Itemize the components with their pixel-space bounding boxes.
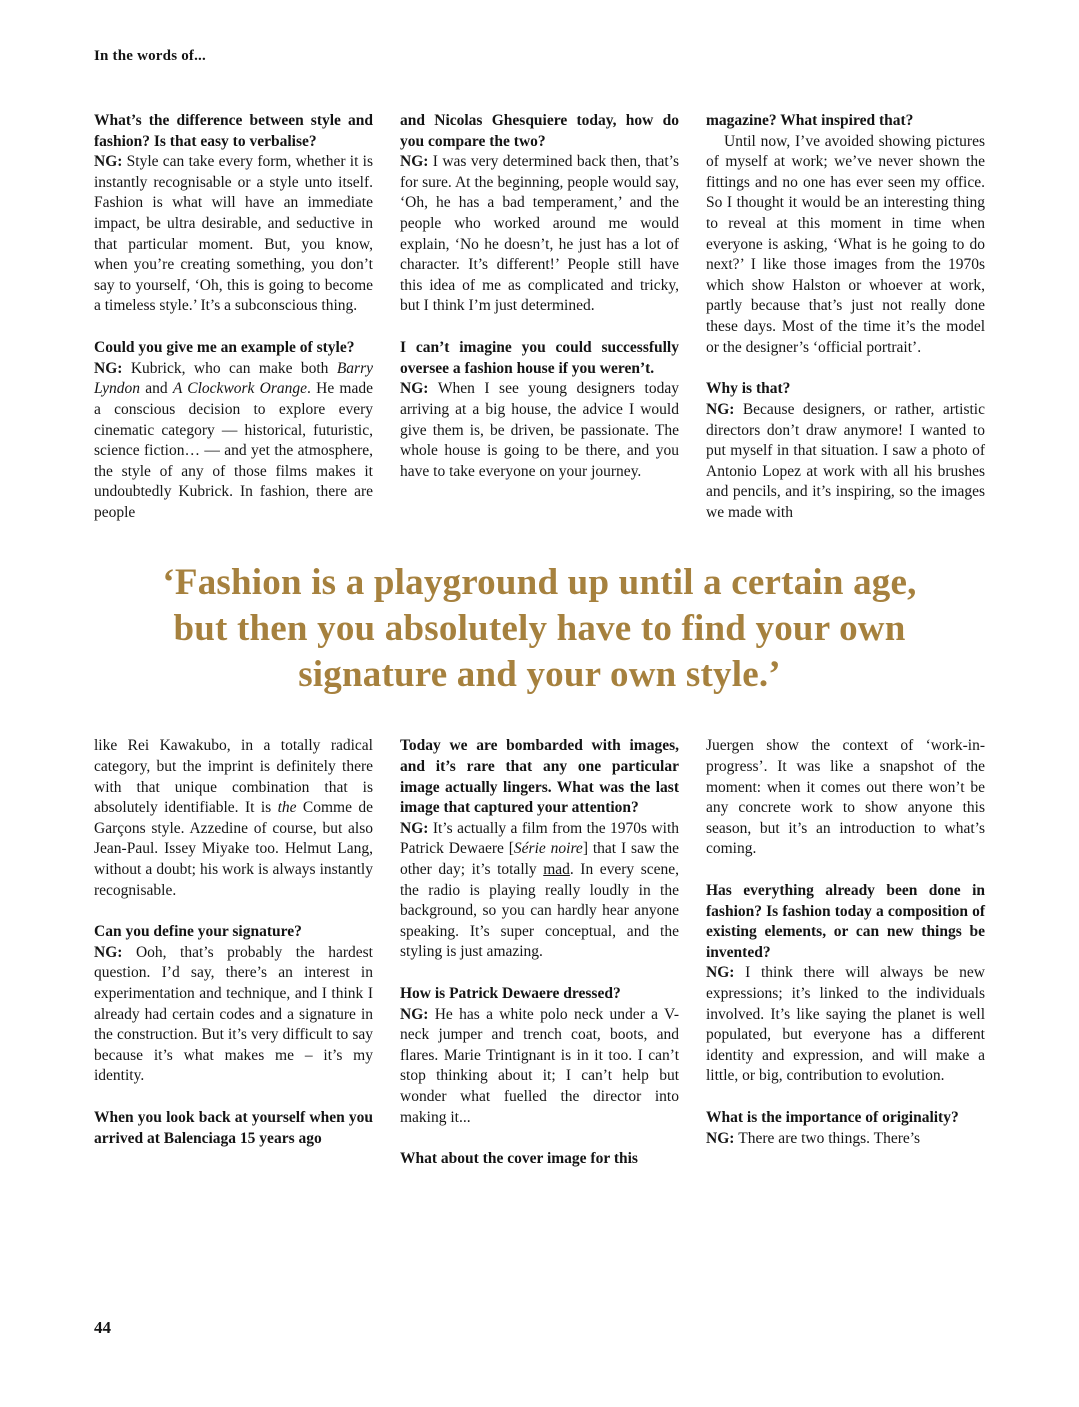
pull-quote-line: signature and your own style.’ xyxy=(298,654,781,696)
top-column-1 xyxy=(94,111,373,524)
interview-question: Can you define your signature? xyxy=(94,923,302,941)
top-column-3 xyxy=(706,111,985,524)
interview-answer: NG: Because designers, or rather, artistic directors don’t draw anymore! I wanted to put myself in that situation. I saw a photo of Antonio Lopez at work with all his brushes and pencils, and it’s inspiring, so the images we made with xyxy=(706,400,985,521)
section-kicker: In the words of... xyxy=(94,48,206,64)
interview-answer: NG: Style can take every form, whether it is instantly recognisable or a style unto itself. Fashion is what will have an immediate impact, be ultra desirable, and seductive in that particular moment. But, you know, when you’re creating something, you don’t say to yourself, ‘Oh, this is going to become a timeless style.’ It’s a subconscious thing. xyxy=(94,153,373,315)
interview-answer: like Rei Kawakubo, in a totally radical category, but the imprint is definitely there with that unique combination that is absolutely identifiable. It is the Comme de Garçons style. Azzedine of course, but also Jean-Paul. Issey Miyake too. Helmut Lang, without a doubt; his work is always instantly recognisable. xyxy=(94,737,373,899)
interview-answer: NG: Kubrick, who can make both Barry Lyndon and A Clockwork Orange. He made a conscious decision to explore every cinematic category — historical, futuristic, science fiction… — and yet the atmosphere, the style of any of those films makes it undoubtedly Kubrick. In fashion, there are people xyxy=(94,359,373,521)
bottom-column-3 xyxy=(706,736,985,1170)
interview-question: magazine? What inspired that? xyxy=(706,112,914,129)
interview-question: What is the importance of originality? xyxy=(706,1109,959,1127)
interview-answer: NG: When I see young designers today arriving at a big house, the advice I would give them is, be driven, be passionate. The whole house is going to be there, and you have to take everyone on your journey. xyxy=(400,380,679,480)
bottom-column-1 xyxy=(94,736,373,1170)
interview-answer: NG: He has a white polo neck under a V-neck jumper and trench coat, boots, and flares. Marie Trintignant is in it too. I can’t stop thinking about it; I can’t help but wonder what fuelled the director into making it... xyxy=(400,1005,679,1126)
interview-question: How is Patrick Dewaere dressed? xyxy=(400,985,621,1003)
interview-answer: NG: I was very determined back then, that’s for sure. At the beginning, people would say, ‘Oh, he has a bad temperament,’ and the people who worked around me would explain, ‘No he doesn’t, he just has a lot of character. It’s different!’ People still have this idea of me as complicated and tricky, but I think I’m just determined. xyxy=(400,153,679,315)
interview-question: What about the cover image for this xyxy=(400,1150,638,1168)
interview-question: Today we are bombarded with images, and it’s rare that any one particular image actually lingers. What was the last image that captured your attention? xyxy=(400,737,679,817)
interview-question: I can’t imagine you could successfully oversee a fashion house if you weren’t. xyxy=(400,339,679,377)
bottom-column-group xyxy=(94,736,985,1170)
page-number: 44 xyxy=(94,1318,111,1337)
interview-answer: Juergen show the context of ‘work-in-progress’. It was like a snapshot of the moment: when it comes out there won’t be any concrete work to show anyone this season, but it’s an introduction to what’s coming. xyxy=(706,737,985,858)
interview-question: Why is that? xyxy=(706,380,791,398)
interview-answer: NG: It’s actually a film from the 1970s with Patrick Dewaere [Série noire] that I saw the other day; it’s totally mad. In every scene, the radio is playing really loudly in the background, so you can hardly hear anyone speaking. It’s super conceptual, and the styling is just amazing. xyxy=(400,819,679,961)
pull-quote-line: ‘Fashion is a playground up until a certain age, xyxy=(162,561,917,603)
interview-question: What’s the difference between style and fashion? Is that easy to verbalise? xyxy=(94,112,373,150)
interview-question: Has everything already been done in fashion? Is fashion today a composition of existing elements, or can new things be invented? xyxy=(706,881,985,961)
interview-answer: Until now, I’ve avoided showing pictures of myself at work; we’ve never shown the fittings and no one has ever seen my office. So I thought it would be an interesting thing to reveal at this moment in time when everyone is asking, ‘What is he going to do next?’ I like those images from the 1970s which show Halston or whoever at work, partly because that’s just not really done these days. Most of the time it’s the model or the designer’s ‘official portrait’. xyxy=(706,132,985,356)
pull-quote xyxy=(94,560,985,699)
interview-question: and Nicolas Ghesquiere today, how do you compare the two? xyxy=(400,112,679,150)
pull-quote-line: but then you absolutely have to find your own xyxy=(173,607,906,649)
interview-answer: NG: Ooh, that’s probably the hardest question. I’d say, there’s an interest in experimentation and technique, and I think I already had certain codes and a signature in the construction. But it’s very difficult to say because it’s what makes me – it’s my identity. xyxy=(94,943,373,1085)
interview-answer: NG: I think there will always be new expressions; it’s linked to the individuals involved. It’s like saying the planet is well populated, but everyone has a different identity and expression, and will make a little, or big, contribution to evolution. xyxy=(706,964,985,1085)
interview-answer: NG: There are two things. There’s xyxy=(706,1129,921,1147)
bottom-column-2 xyxy=(400,736,679,1170)
top-column-group xyxy=(94,111,985,524)
top-column-2 xyxy=(400,111,679,524)
interview-question: When you look back at yourself when you arrived at Balenciaga 15 years ago xyxy=(94,1109,373,1147)
interview-question: Could you give me an example of style? xyxy=(94,339,355,357)
